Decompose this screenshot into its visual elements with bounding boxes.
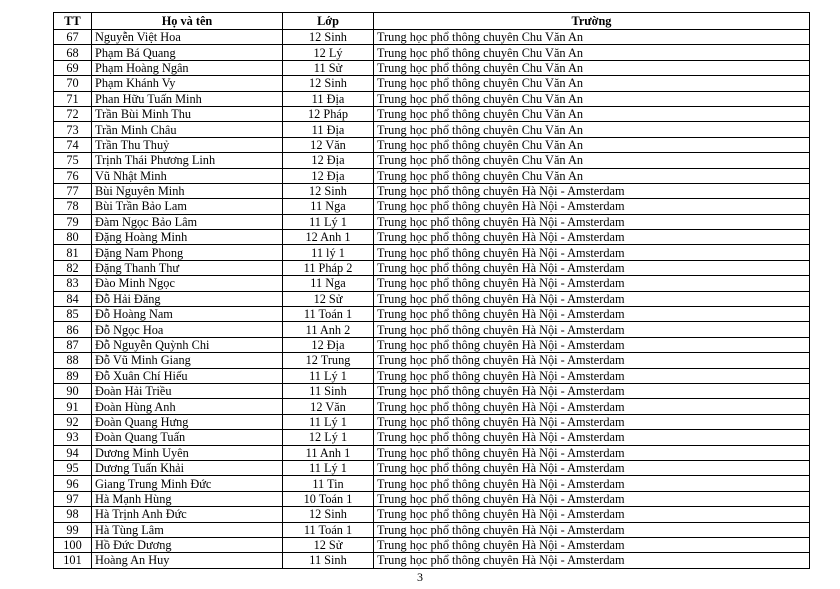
row-class: 11 Anh 1: [283, 445, 374, 460]
row-school: Trung học phổ thông chuyên Hà Nội - Amsterdam: [374, 537, 810, 552]
row-name: Bùi Nguyên Minh: [92, 183, 283, 198]
row-tt: 96: [54, 476, 92, 491]
table-row: [54, 260, 810, 275]
row-class: 11 Toán 1: [283, 307, 374, 322]
row-class: 11 Anh 2: [283, 322, 374, 337]
row-class: 11 Nga: [283, 199, 374, 214]
row-name: Đặng Nam Phong: [92, 245, 283, 260]
table-row: [54, 445, 810, 460]
row-tt: 74: [54, 137, 92, 152]
row-tt: 73: [54, 122, 92, 137]
table-row: [54, 60, 810, 75]
row-name: Dương Minh Uyên: [92, 445, 283, 460]
table-row: [54, 183, 810, 198]
row-class: 12 Địa: [283, 168, 374, 183]
row-tt: 69: [54, 60, 92, 75]
row-name: Đoàn Quang Tuấn: [92, 430, 283, 445]
row-name: Đặng Hoàng Minh: [92, 230, 283, 245]
row-name: Vũ Nhật Minh: [92, 168, 283, 183]
row-tt: 87: [54, 337, 92, 352]
row-tt: 72: [54, 106, 92, 121]
row-name: Đỗ Vũ Minh Giang: [92, 353, 283, 368]
row-tt: 85: [54, 307, 92, 322]
table-row: [54, 214, 810, 229]
row-class: 12 Sử: [283, 291, 374, 306]
row-tt: 70: [54, 76, 92, 91]
row-tt: 82: [54, 260, 92, 275]
row-school: Trung học phổ thông chuyên Hà Nội - Amsterdam: [374, 214, 810, 229]
page-number: 3: [417, 570, 423, 584]
row-school: Trung học phổ thông chuyên Hà Nội - Amsterdam: [374, 322, 810, 337]
row-school: Trung học phổ thông chuyên Hà Nội - Amsterdam: [374, 553, 810, 568]
table-row: [54, 153, 810, 168]
row-name: Hà Tùng Lâm: [92, 522, 283, 537]
row-name: Phan Hữu Tuấn Minh: [92, 91, 283, 106]
row-school: Trung học phổ thông chuyên Hà Nội - Amsterdam: [374, 414, 810, 429]
table-row: [54, 322, 810, 337]
table-row: [54, 430, 810, 445]
row-class: 11 Sinh: [283, 383, 374, 398]
row-school: Trung học phổ thông chuyên Hà Nội - Amsterdam: [374, 307, 810, 322]
row-tt: 91: [54, 399, 92, 414]
table-row: [54, 106, 810, 121]
row-school: Trung học phổ thông chuyên Chu Văn An: [374, 137, 810, 152]
row-class: 11 Lý 1: [283, 460, 374, 475]
row-name: Đào Minh Ngọc: [92, 276, 283, 291]
row-class: 12 Pháp: [283, 106, 374, 121]
table-row: [54, 553, 810, 568]
row-name: Bùi Trần Bảo Lam: [92, 199, 283, 214]
table-row: [54, 30, 810, 45]
row-class: 11 Sử: [283, 60, 374, 75]
table-row: [54, 399, 810, 414]
table-row: [54, 230, 810, 245]
row-class: 11 Lý 1: [283, 414, 374, 429]
row-school: Trung học phổ thông chuyên Chu Văn An: [374, 76, 810, 91]
row-school: Trung học phổ thông chuyên Hà Nội - Amsterdam: [374, 276, 810, 291]
row-school: Trung học phổ thông chuyên Hà Nội - Amsterdam: [374, 430, 810, 445]
row-school: Trung học phổ thông chuyên Hà Nội - Amsterdam: [374, 291, 810, 306]
row-school: Trung học phổ thông chuyên Hà Nội - Amsterdam: [374, 445, 810, 460]
table-row: [54, 76, 810, 91]
row-school: Trung học phổ thông chuyên Hà Nội - Amsterdam: [374, 260, 810, 275]
table-row: [54, 460, 810, 475]
student-table: [53, 12, 810, 569]
row-name: Hà Trịnh Anh Đức: [92, 507, 283, 522]
row-name: Hà Mạnh Hùng: [92, 491, 283, 506]
row-name: Hoàng An Huy: [92, 553, 283, 568]
row-name: Đỗ Nguyễn Quỳnh Chi: [92, 337, 283, 352]
table-row: [54, 245, 810, 260]
row-class: 12 Sinh: [283, 76, 374, 91]
table-row: [54, 276, 810, 291]
row-school: Trung học phổ thông chuyên Hà Nội - Amsterdam: [374, 522, 810, 537]
row-school: Trung học phổ thông chuyên Hà Nội - Amsterdam: [374, 199, 810, 214]
row-school: Trung học phổ thông chuyên Hà Nội - Amsterdam: [374, 507, 810, 522]
row-class: 12 Sinh: [283, 507, 374, 522]
row-school: Trung học phổ thông chuyên Chu Văn An: [374, 60, 810, 75]
row-class: 11 Sinh: [283, 553, 374, 568]
row-class: 11 Lý 1: [283, 368, 374, 383]
row-tt: 89: [54, 368, 92, 383]
row-tt: 99: [54, 522, 92, 537]
row-school: Trung học phổ thông chuyên Hà Nội - Amsterdam: [374, 230, 810, 245]
row-name: Hồ Đức Dương: [92, 537, 283, 552]
table-row: [54, 91, 810, 106]
table-row: [54, 414, 810, 429]
row-tt: 71: [54, 91, 92, 106]
row-name: Trịnh Thái Phương Linh: [92, 153, 283, 168]
row-class: 11 Địa: [283, 91, 374, 106]
row-tt: 67: [54, 30, 92, 45]
table-row: [54, 199, 810, 214]
row-tt: 88: [54, 353, 92, 368]
table-body: [54, 30, 810, 569]
row-class: 11 Lý 1: [283, 214, 374, 229]
row-school: Trung học phổ thông chuyên Chu Văn An: [374, 106, 810, 121]
row-class: 11 Toán 1: [283, 522, 374, 537]
row-name: Đỗ Hải Đăng: [92, 291, 283, 306]
table-row: [54, 522, 810, 537]
table-row: [54, 307, 810, 322]
header-class: Lớp: [283, 13, 374, 30]
row-name: Phạm Khánh Vy: [92, 76, 283, 91]
table-row: [54, 491, 810, 506]
row-class: 12 Trung: [283, 353, 374, 368]
row-school: Trung học phổ thông chuyên Hà Nội - Amsterdam: [374, 337, 810, 352]
row-tt: 97: [54, 491, 92, 506]
table-row: [54, 137, 810, 152]
row-class: 11 lý 1: [283, 245, 374, 260]
row-tt: 93: [54, 430, 92, 445]
row-school: Trung học phổ thông chuyên Hà Nội - Amsterdam: [374, 353, 810, 368]
row-tt: 80: [54, 230, 92, 245]
row-class: 11 Địa: [283, 122, 374, 137]
row-class: 12 Sinh: [283, 183, 374, 198]
table-row: [54, 368, 810, 383]
row-name: Nguyễn Việt Hoa: [92, 30, 283, 45]
table-row: [54, 383, 810, 398]
row-tt: 75: [54, 153, 92, 168]
row-school: Trung học phổ thông chuyên Chu Văn An: [374, 153, 810, 168]
row-school: Trung học phổ thông chuyên Hà Nội - Amsterdam: [374, 476, 810, 491]
row-name: Đỗ Xuân Chí Hiếu: [92, 368, 283, 383]
header-tt: TT: [54, 13, 92, 30]
row-name: Đoàn Quang Hưng: [92, 414, 283, 429]
row-school: Trung học phổ thông chuyên Hà Nội - Amsterdam: [374, 368, 810, 383]
row-tt: 77: [54, 183, 92, 198]
row-tt: 83: [54, 276, 92, 291]
row-class: 12 Lý 1: [283, 430, 374, 445]
header-school: Trường: [374, 13, 810, 30]
row-name: Phạm Bá Quang: [92, 45, 283, 60]
row-tt: 79: [54, 214, 92, 229]
row-tt: 92: [54, 414, 92, 429]
row-class: 12 Sinh: [283, 30, 374, 45]
table-row: [54, 45, 810, 60]
row-tt: 95: [54, 460, 92, 475]
row-name: Trần Bùi Minh Thu: [92, 106, 283, 121]
row-tt: 78: [54, 199, 92, 214]
row-name: Đỗ Ngọc Hoa: [92, 322, 283, 337]
row-name: Đàm Ngọc Bảo Lâm: [92, 214, 283, 229]
row-tt: 68: [54, 45, 92, 60]
table-row: [54, 537, 810, 552]
table-row: [54, 353, 810, 368]
row-school: Trung học phổ thông chuyên Hà Nội - Amsterdam: [374, 383, 810, 398]
row-name: Phạm Hoàng Ngân: [92, 60, 283, 75]
row-tt: 76: [54, 168, 92, 183]
row-tt: 101: [54, 553, 92, 568]
table-row: [54, 122, 810, 137]
row-name: Đoàn Hùng Anh: [92, 399, 283, 414]
row-name: Dương Tuấn Khải: [92, 460, 283, 475]
table-row: [54, 291, 810, 306]
row-school: Trung học phổ thông chuyên Chu Văn An: [374, 122, 810, 137]
row-class: 12 Văn: [283, 137, 374, 152]
row-school: Trung học phổ thông chuyên Hà Nội - Amsterdam: [374, 399, 810, 414]
row-class: 11 Tin: [283, 476, 374, 491]
row-tt: 94: [54, 445, 92, 460]
row-tt: 84: [54, 291, 92, 306]
row-name: Đoàn Hải Triều: [92, 383, 283, 398]
row-class: 10 Toán 1: [283, 491, 374, 506]
table-row: [54, 168, 810, 183]
header-name: Họ và tên: [92, 13, 283, 30]
row-name: Đặng Thanh Thư: [92, 260, 283, 275]
row-tt: 81: [54, 245, 92, 260]
row-school: Trung học phổ thông chuyên Chu Văn An: [374, 45, 810, 60]
row-class: 12 Địa: [283, 337, 374, 352]
table-row: [54, 507, 810, 522]
row-tt: 98: [54, 507, 92, 522]
row-name: Trần Thu Thuỷ: [92, 137, 283, 152]
row-name: Trần Minh Châu: [92, 122, 283, 137]
row-school: Trung học phổ thông chuyên Chu Văn An: [374, 168, 810, 183]
row-school: Trung học phổ thông chuyên Chu Văn An: [374, 30, 810, 45]
row-tt: 86: [54, 322, 92, 337]
row-school: Trung học phổ thông chuyên Hà Nội - Amsterdam: [374, 491, 810, 506]
row-tt: 100: [54, 537, 92, 552]
row-class: 11 Nga: [283, 276, 374, 291]
row-class: 12 Lý: [283, 45, 374, 60]
row-class: 12 Sử: [283, 537, 374, 552]
table-header-row: [54, 13, 810, 30]
row-school: Trung học phổ thông chuyên Chu Văn An: [374, 91, 810, 106]
row-tt: 90: [54, 383, 92, 398]
table-row: [54, 476, 810, 491]
row-school: Trung học phổ thông chuyên Hà Nội - Amsterdam: [374, 460, 810, 475]
row-school: Trung học phổ thông chuyên Hà Nội - Amsterdam: [374, 245, 810, 260]
row-class: 12 Địa: [283, 153, 374, 168]
table-row: [54, 337, 810, 352]
row-class: 11 Pháp 2: [283, 260, 374, 275]
row-name: Đỗ Hoàng Nam: [92, 307, 283, 322]
row-class: 12 Anh 1: [283, 230, 374, 245]
row-class: 12 Văn: [283, 399, 374, 414]
row-school: Trung học phổ thông chuyên Hà Nội - Amsterdam: [374, 183, 810, 198]
row-name: Giang Trung Minh Đức: [92, 476, 283, 491]
